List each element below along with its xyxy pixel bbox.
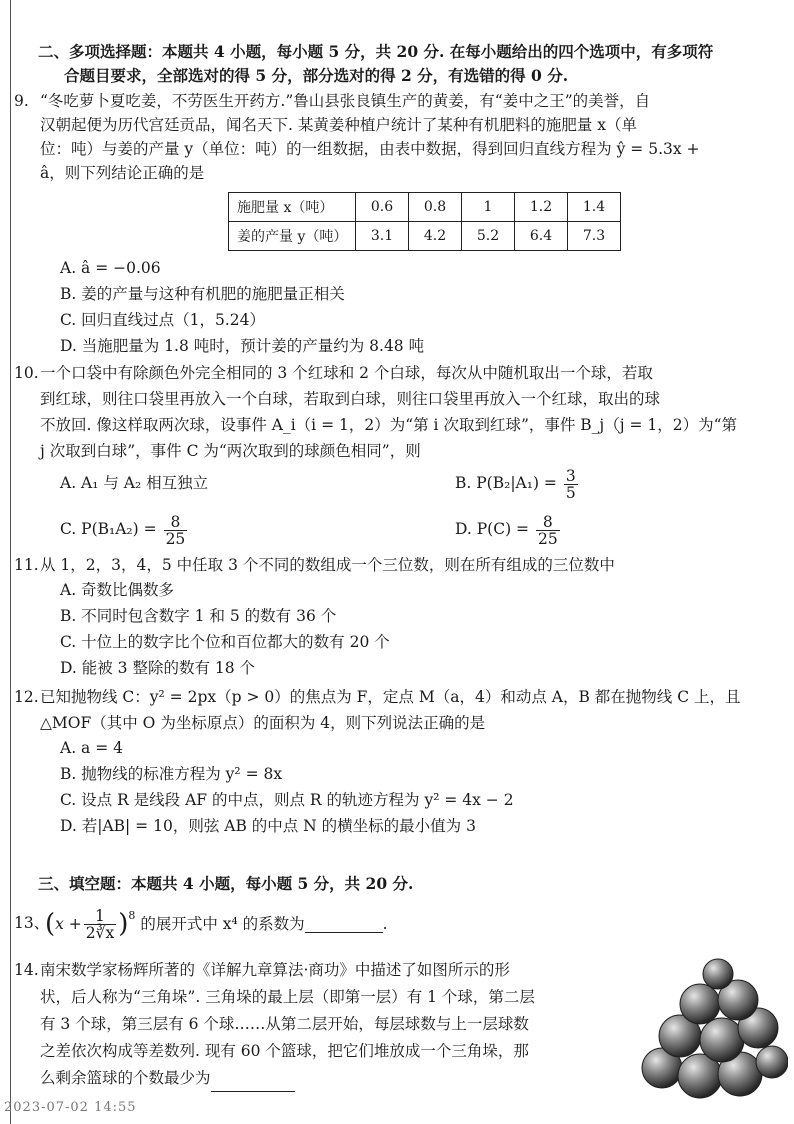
section2-header <box>38 40 773 88</box>
q14-line2: 状，后人称为“三角垛”. 三角垛的最上层（即第一层）有 1 个球，第二层 <box>40 988 535 1006</box>
q10-line4: j 次取到白球”，事件 C 为“两次取到的球颜色相同”，则 <box>40 442 421 460</box>
q10-number: 10. <box>14 364 39 382</box>
q9-line1: “冬吃萝卜夏吃姜，不劳医生开药方.”鲁山县张良镇生产的黄姜，有“姜中之王”的美誉，自 <box>40 92 651 110</box>
table-cell: 6.4 <box>515 222 568 251</box>
table-cell: 0.6 <box>356 193 409 222</box>
q14-line4: 之差依次构成等差数列. 现有 60 个篮球，把它们堆放成一个三角垛，那 <box>40 1042 529 1060</box>
fraction <box>564 468 578 501</box>
fraction <box>164 514 188 547</box>
fraction-denominator: 2∛x <box>85 923 115 942</box>
q10-option-b-label: B. P(B₂|A₁) = <box>455 474 557 492</box>
q10-option-d <box>455 508 562 550</box>
section2-line2: 合题目要求，全部选对的得 5 分，部分选对的得 2 分，有选错的得 0 分. <box>64 66 569 85</box>
table-header-x: 施肥量 x（吨） <box>229 193 356 222</box>
q9-data-table <box>228 192 621 251</box>
q9-option-b: B. 姜的产量与这种有机肥的施肥量正相关 <box>60 285 345 303</box>
q12-line2: △MOF（其中 O 为坐标原点）的面积为 4，则下列说法正确的是 <box>40 714 486 732</box>
q10-line3: 不放回. 像这样取两次球，设事件 A_i（i = 1，2）为“第 i 次取到红球”，事件 B_j（j = 1，2）为“第 <box>40 416 738 434</box>
q13-suffix: 的展开式中 x⁴ 的系数为 <box>140 915 305 933</box>
section3-header: 三、填空题：本题共 4 小题，每小题 5 分，共 20 分. <box>38 874 414 893</box>
q12-option-d: D. 若|AB| = 10，则弦 AB 的中点 N 的横坐标的最小值为 3 <box>60 817 476 835</box>
q10-line1: 一个口袋中有除颜色外完全相同的 3 个红球和 2 个白球，每次从中随机取出一个球，若取 <box>40 364 653 382</box>
table-cell: 3.1 <box>356 222 409 251</box>
table-cell: 1.2 <box>515 193 568 222</box>
q12-option-a: A. a = 4 <box>60 739 123 757</box>
table-row <box>229 193 621 222</box>
q9-line4: â，则下列结论正确的是 <box>40 164 205 182</box>
q9-option-d: D. 当施肥量为 1.8 吨时，预计姜的产量约为 8.48 吨 <box>60 337 425 355</box>
table-cell: 4.2 <box>409 222 462 251</box>
section2-line1: 二、多项选择题：本题共 4 小题，每小题 5 分，共 20 分. 在每小题给出的四个选项中，有多项符 <box>38 42 714 61</box>
table-cell: 7.3 <box>568 222 621 251</box>
q13-answer-blank[interactable] <box>305 916 383 933</box>
question-12 <box>14 684 774 736</box>
q9-option-c: C. 回归直线过点（1，5.24） <box>60 311 266 329</box>
binding-margin-line <box>10 0 11 1124</box>
fraction-denominator: 25 <box>537 529 558 548</box>
q10-option-b <box>455 462 580 504</box>
question-13: 13、 (x + $\frac{1}{2∛x}$ )$^8$ 的展开式中 x⁴ 的系数为 . <box>14 902 774 952</box>
q14-line3: 有 3 个球，第三层有 6 个球……从第二层开始，每层球数与上一层球数 <box>40 1015 529 1033</box>
q10-options-row1 <box>60 462 780 504</box>
q13-number: 13、 <box>14 914 50 932</box>
q14-number: 14. <box>14 961 39 979</box>
right-paren: ) <box>118 909 129 939</box>
q9-option-a: A. â = −0.06 <box>60 259 161 277</box>
q10-options-row2 <box>60 508 780 550</box>
q12-option-b: B. 抛物线的标准方程为 y² = 8x <box>60 765 283 783</box>
table-cell: 5.2 <box>462 222 515 251</box>
q14-line5: 么剩余篮球的个数最少为 <box>40 1069 211 1087</box>
q14-line1: 南宋数学家杨辉所著的《详解九章算法·商功》中描述了如图所示的形 <box>40 961 510 979</box>
q11-option-a: A. 奇数比偶数多 <box>60 581 175 599</box>
fraction-numerator: 8 <box>536 514 560 531</box>
q13-power: 8 <box>128 909 136 922</box>
q11-number: 11. <box>14 556 39 574</box>
fraction-denominator: 25 <box>165 529 186 548</box>
table-cell: 1 <box>462 193 515 222</box>
q12-option-c: C. 设点 R 是线段 AF 的中点，则点 R 的轨迹方程为 y² = 4x − 2 <box>60 791 514 809</box>
q10-options <box>60 462 780 550</box>
q12-number: 12. <box>14 688 39 706</box>
question-10 <box>14 360 774 464</box>
q10-option-a: A. A₁ 与 A₂ 相互独立 <box>60 474 209 492</box>
q10-option-d-label: D. P(C) = <box>455 520 530 538</box>
q11-options <box>60 578 794 682</box>
fraction-numerator: 1 <box>84 908 116 925</box>
fraction <box>84 908 116 941</box>
q9-line2: 汉朝起便为历代宫廷贡品，闻名天下. 某黄姜种植户统计了某种有机肥料的施肥量 x（单 <box>40 116 638 134</box>
q12-line1: 已知抛物线 C：y² = 2px（p > 0）的焦点为 F，定点 M（a，4）和动点 A，B 都在抛物线 C 上，且 <box>40 688 741 706</box>
question-11 <box>14 553 774 577</box>
question-14 <box>14 957 654 1092</box>
q13-expr-prefix: x + <box>55 915 82 933</box>
triangular-ball-pile-image <box>640 958 788 1108</box>
fraction <box>536 514 560 547</box>
left-paren: ( <box>44 909 56 939</box>
q11-option-d: D. 能被 3 整除的数有 18 个 <box>60 659 256 677</box>
q10-line2: 到红球，则往口袋里再放入一个白球，若取到白球，则往口袋里再放入一个红球，取出的球 <box>40 390 661 408</box>
ball-pile-icon <box>640 958 788 1108</box>
fraction-numerator: 3 <box>565 466 576 485</box>
table-cell: 0.8 <box>409 193 462 222</box>
fraction-denominator: 5 <box>565 483 576 502</box>
q11-option-b: B. 不同时包含数字 1 和 5 的数有 36 个 <box>60 607 337 625</box>
fraction-numerator: 8 <box>164 514 188 531</box>
q11-option-c: C. 十位上的数字比个位和百位都大的数有 20 个 <box>60 633 390 651</box>
q10-option-c <box>60 512 189 548</box>
q12-options <box>60 736 794 840</box>
q14-answer-blank[interactable] <box>211 1075 295 1092</box>
q9-line3: 位：吨）与姜的产量 y（单位：吨）的一组数据，由表中数据，得到回归直线方程为 ŷ = 5.3x + <box>40 140 700 158</box>
table-cell: 1.4 <box>568 193 621 222</box>
table-header-y: 姜的产量 y（吨） <box>229 222 356 251</box>
q11-stem: 从 1，2，3，4，5 中任取 3 个不同的数组成一个三位数，则在所有组成的三位数中 <box>40 556 615 574</box>
q9-options <box>60 256 794 360</box>
q9-number: 9. <box>14 92 29 110</box>
q10-option-c-label: C. P(B₁A₂) = <box>60 520 157 538</box>
scan-timestamp: 2023-07-02 14:55 <box>4 1100 137 1115</box>
question-9 <box>14 89 774 185</box>
table-row <box>229 222 621 251</box>
